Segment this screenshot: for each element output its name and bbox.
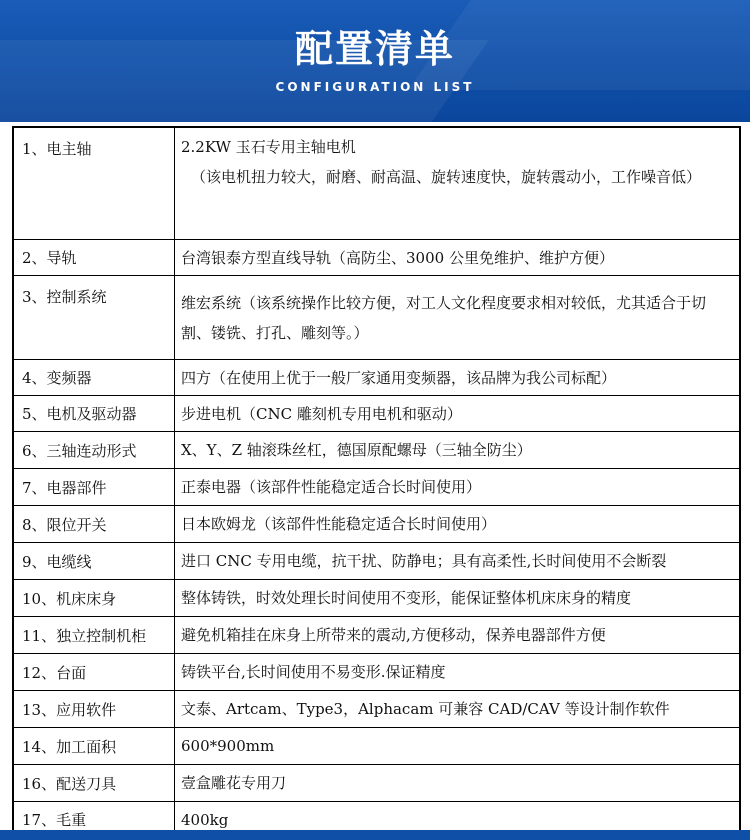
row-label: 11、独立控制机柜: [14, 617, 175, 654]
row-value: [175, 543, 740, 580]
row-value-line: 四方（在使用上优于一般厂家通用变频器，该品牌为我公司标配）: [181, 368, 617, 387]
table-row: [14, 396, 740, 432]
table-row: [14, 617, 740, 654]
table-row: [14, 691, 740, 728]
row-value: [175, 128, 740, 240]
page-subtitle: CONFIGURATION LIST: [275, 80, 475, 94]
table-row: [14, 240, 740, 276]
row-value-line: 台湾银泰方型直线导轨（高防尘、3000 公里免维护、维护方便）: [181, 248, 614, 267]
row-value-line: X、Y、Z 轴滚珠丝杠，德国原配螺母（三轴全防尘）: [181, 441, 532, 459]
row-value: [175, 765, 740, 802]
table-row: [14, 276, 740, 360]
row-value: [175, 617, 740, 654]
row-value: [175, 360, 740, 396]
configuration-table: [12, 126, 741, 839]
row-label: 12、台面: [14, 654, 175, 691]
row-value: [175, 240, 740, 276]
row-value-line: 整体铸铁，时效处理长时间使用不变形，能保证整体机床床身的精度: [181, 589, 632, 607]
row-value-line: 文泰、Artcam、Type3，Alphacam 可兼容 CAD/CAV 等设计制作软件: [181, 700, 670, 718]
row-value: [175, 580, 740, 617]
row-value: [175, 432, 740, 469]
row-label: 6、三轴连动形式: [14, 432, 175, 469]
row-value-line: 铸铁平台,长时间使用不易变形.保证精度: [181, 663, 446, 681]
table-row: [14, 580, 740, 617]
row-value: [175, 396, 740, 432]
row-value: [175, 691, 740, 728]
table-row: [14, 728, 740, 765]
row-value: [175, 654, 740, 691]
row-label: 7、电器部件: [14, 469, 175, 506]
table-row: [14, 469, 740, 506]
page-title: 配置清单: [294, 27, 455, 71]
row-value-line: 步进电机（CNC 雕刻机专用电机和驱动）: [181, 404, 462, 423]
table-row: [14, 360, 740, 396]
row-label: 9、电缆线: [14, 543, 175, 580]
row-label: 14、加工面积: [14, 728, 175, 765]
row-value: [175, 728, 740, 765]
row-value-line: 日本欧姆龙（该部件性能稳定适合长时间使用）: [181, 515, 497, 533]
row-value: [175, 469, 740, 506]
table-row: [14, 765, 740, 802]
row-label: 2、导轨: [14, 240, 175, 276]
row-label: 8、限位开关: [14, 506, 175, 543]
table-row: [14, 543, 740, 580]
bottom-bar: [0, 830, 750, 840]
row-value-line: 600*900mm: [181, 737, 275, 755]
row-label: 17、毛重: [14, 802, 175, 838]
row-value-line: 避免机箱挂在床身上所带来的震动,方便移动，保养电器部件方便: [181, 626, 606, 644]
row-value-line: 维宏系统（该系统操作比较方便，对工人文化程度要求相对较低，尤其适合于切割、镂铣、打孔、雕刻等。）: [181, 293, 707, 342]
table-row: [14, 506, 740, 543]
row-value-line: 2.2KW 玉石专用主轴电机: [181, 138, 356, 156]
row-value-line: （该电机扭力较大，耐磨、耐高温、旋转速度快，旋转震动小，工作噪音低）: [191, 168, 702, 186]
table-row: [14, 128, 740, 240]
row-value-line: 400kg: [181, 810, 229, 829]
row-value-line: 进口 CNC 专用电缆，抗干扰、防静电；具有高柔性,长时间使用不会断裂: [181, 552, 667, 570]
row-value: [175, 506, 740, 543]
row-label: 13、应用软件: [14, 691, 175, 728]
row-value-line: 壹盒雕花专用刀: [181, 774, 287, 792]
row-value-line: 正泰电器（该部件性能稳定适合长时间使用）: [181, 478, 482, 496]
row-label: 10、机床床身: [14, 580, 175, 617]
row-value: [175, 276, 740, 360]
row-label: 4、变频器: [14, 360, 175, 396]
table-row: [14, 432, 740, 469]
table-row: [14, 654, 740, 691]
header-banner: [0, 0, 750, 122]
row-label: 5、电机及驱动器: [14, 396, 175, 432]
row-label: 3、控制系统: [14, 276, 175, 360]
row-label: 1、电主轴: [14, 128, 175, 240]
row-label: 16、配送刀具: [14, 765, 175, 802]
